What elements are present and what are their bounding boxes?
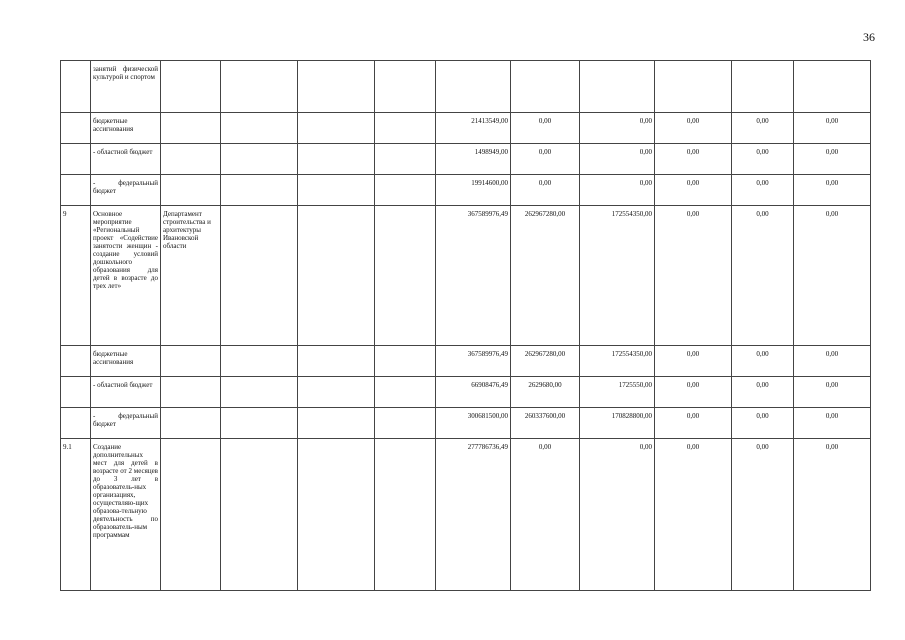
value-cell: 0,00 — [732, 113, 794, 144]
value-cell: 0,00 — [655, 377, 732, 408]
value-cell: 0,00 — [655, 144, 732, 175]
empty-cell — [375, 144, 436, 175]
value-cell: 0,00 — [732, 439, 794, 591]
empty-cell — [375, 61, 436, 113]
event-name-cell: Создание дополнительных мест для детей в возрасте от 2 месяцев до 3 лет в образователь-ных организациях, осуществляю-щих образова-тельную деятельность по образователь-ным программам — [91, 439, 161, 591]
value-cell: 0,00 — [794, 408, 871, 439]
empty-cell — [221, 408, 298, 439]
table-row — [61, 346, 871, 377]
empty-cell — [221, 206, 298, 346]
value-cell — [580, 61, 655, 113]
empty-cell — [298, 61, 375, 113]
row-number-cell — [61, 346, 91, 377]
value-cell: 0,00 — [794, 377, 871, 408]
value-cell: 0,00 — [511, 439, 580, 591]
empty-cell — [375, 377, 436, 408]
row-number-cell — [61, 175, 91, 206]
value-cell: 0,00 — [732, 175, 794, 206]
value-cell: 0,00 — [655, 113, 732, 144]
empty-cell — [298, 206, 375, 346]
event-name-cell: бюджетные ассигнования — [91, 113, 161, 144]
value-cell: 0,00 — [655, 408, 732, 439]
value-cell: 0,00 — [580, 113, 655, 144]
value-cell: 21413549,00 — [436, 113, 511, 144]
empty-cell — [298, 346, 375, 377]
executor-cell — [161, 439, 221, 591]
row-number-cell: 9 — [61, 206, 91, 346]
empty-cell — [221, 61, 298, 113]
value-cell: 0,00 — [732, 408, 794, 439]
table-body — [61, 61, 871, 591]
table-row — [61, 408, 871, 439]
value-cell: 367589976,49 — [436, 346, 511, 377]
value-cell: 0,00 — [732, 144, 794, 175]
empty-cell — [375, 113, 436, 144]
value-cell: 1498949,00 — [436, 144, 511, 175]
value-cell — [655, 61, 732, 113]
executor-cell — [161, 408, 221, 439]
value-cell — [511, 61, 580, 113]
value-cell: 172554350,00 — [580, 346, 655, 377]
empty-cell — [221, 377, 298, 408]
empty-cell — [298, 175, 375, 206]
value-cell: 0,00 — [732, 377, 794, 408]
row-number-cell: 9.1 — [61, 439, 91, 591]
value-cell: 66908476,49 — [436, 377, 511, 408]
empty-cell — [298, 113, 375, 144]
empty-cell — [298, 377, 375, 408]
value-cell: 0,00 — [794, 113, 871, 144]
event-name-cell: - областной бюджет — [91, 377, 161, 408]
empty-cell — [375, 408, 436, 439]
row-number-cell — [61, 408, 91, 439]
executor-cell — [161, 144, 221, 175]
empty-cell — [375, 439, 436, 591]
value-cell: 0,00 — [794, 439, 871, 591]
executor-cell — [161, 346, 221, 377]
empty-cell — [375, 206, 436, 346]
row-number-cell — [61, 144, 91, 175]
value-cell: 260337600,00 — [511, 408, 580, 439]
value-cell — [794, 61, 871, 113]
event-name-cell: Основное мероприятие «Региональный проект «Содействие занятости женщин - создание условий дошкольного образования для детей в возрасте до трех лет» — [91, 206, 161, 346]
empty-cell — [375, 175, 436, 206]
event-name-cell: бюджетные ассигнования — [91, 346, 161, 377]
table-row — [61, 113, 871, 144]
value-cell: 0,00 — [794, 144, 871, 175]
executor-cell — [161, 377, 221, 408]
value-cell — [436, 61, 511, 113]
value-cell: 1725550,00 — [580, 377, 655, 408]
value-cell: 262967280,00 — [511, 346, 580, 377]
value-cell: 0,00 — [794, 346, 871, 377]
event-name-cell: - областной бюджет — [91, 144, 161, 175]
empty-cell — [221, 113, 298, 144]
value-cell: 0,00 — [794, 175, 871, 206]
value-cell: 0,00 — [511, 113, 580, 144]
value-cell: 172554350,00 — [580, 206, 655, 346]
value-cell: 0,00 — [511, 175, 580, 206]
table-row — [61, 377, 871, 408]
empty-cell — [221, 439, 298, 591]
table-row — [61, 61, 871, 113]
row-number-cell — [61, 61, 91, 113]
event-name-cell: - федеральный бюджет — [91, 408, 161, 439]
empty-cell — [221, 144, 298, 175]
event-name-cell: занятий физической культурой и спортом — [91, 61, 161, 113]
row-number-cell — [61, 377, 91, 408]
event-name-cell: - федеральный бюджет — [91, 175, 161, 206]
executor-cell: Департамент строительства и архитектуры Ивановской области — [161, 206, 221, 346]
value-cell: 0,00 — [580, 175, 655, 206]
budget-table — [60, 60, 871, 591]
value-cell: 170828800,00 — [580, 408, 655, 439]
page-number: 36 — [863, 30, 875, 44]
executor-cell — [161, 175, 221, 206]
empty-cell — [298, 439, 375, 591]
empty-cell — [298, 144, 375, 175]
empty-cell — [221, 175, 298, 206]
value-cell: 2629680,00 — [511, 377, 580, 408]
table-row — [61, 144, 871, 175]
value-cell — [732, 61, 794, 113]
value-cell: 0,00 — [580, 439, 655, 591]
empty-cell — [375, 346, 436, 377]
empty-cell — [298, 408, 375, 439]
value-cell: 262967280,00 — [511, 206, 580, 346]
value-cell: 0,00 — [655, 206, 732, 346]
executor-cell — [161, 61, 221, 113]
table-row — [61, 206, 871, 346]
value-cell: 19914600,00 — [436, 175, 511, 206]
value-cell: 0,00 — [511, 144, 580, 175]
value-cell: 0,00 — [655, 439, 732, 591]
executor-cell — [161, 113, 221, 144]
value-cell: 0,00 — [655, 175, 732, 206]
row-number-cell — [61, 113, 91, 144]
value-cell: 300681500,00 — [436, 408, 511, 439]
value-cell: 0,00 — [732, 206, 794, 346]
table-row — [61, 439, 871, 591]
value-cell: 0,00 — [580, 144, 655, 175]
value-cell: 0,00 — [794, 206, 871, 346]
value-cell: 0,00 — [732, 346, 794, 377]
value-cell: 277786736,49 — [436, 439, 511, 591]
empty-cell — [221, 346, 298, 377]
value-cell: 367589976,49 — [436, 206, 511, 346]
value-cell: 0,00 — [655, 346, 732, 377]
table-row — [61, 175, 871, 206]
